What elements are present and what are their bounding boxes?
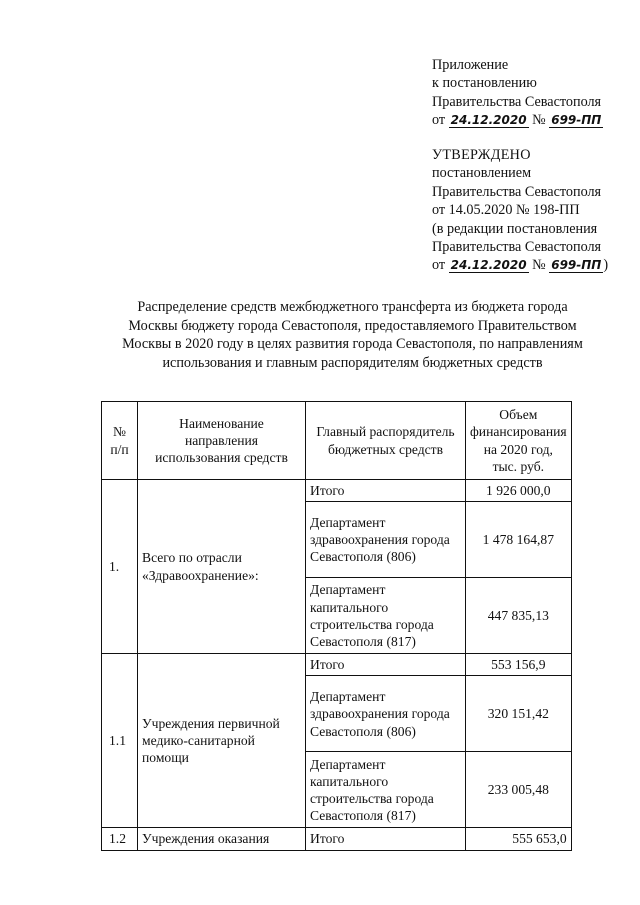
value-cell: 1 926 000,0 xyxy=(466,480,572,502)
value-cell: 233 005,48 xyxy=(466,752,572,828)
date-prefix: от xyxy=(432,257,446,274)
document-title xyxy=(100,298,605,372)
header-num xyxy=(102,402,138,480)
approval-heading: УТВЕРЖДЕНО xyxy=(432,147,531,163)
dept-cell: Итого xyxy=(306,654,466,676)
dept-cell: Итого xyxy=(306,828,466,850)
approval-line: от 14.05.2020 № 198-ПП xyxy=(432,202,580,219)
handwritten-number: 699-ПП xyxy=(551,258,602,273)
table-row xyxy=(102,828,572,850)
title-line: использования и главным распорядителям бюджетных средств xyxy=(162,354,543,371)
value-cell: 1 478 164,87 xyxy=(466,502,572,578)
header-num-line: п/п xyxy=(110,441,129,457)
number-prefix: № xyxy=(532,257,546,274)
date-prefix: от xyxy=(432,112,446,129)
row-name: Всего по отрасли «Здравоохранение»: xyxy=(138,480,306,654)
value-cell: 447 835,13 xyxy=(466,578,572,654)
header-name: Наименование направления использования средств xyxy=(138,402,306,480)
value-cell: 320 151,42 xyxy=(466,676,572,752)
dept-cell: Департамент здравоохранения города Севастополя (806) xyxy=(306,676,466,752)
row-number: 1.1 xyxy=(102,654,138,828)
table-row xyxy=(102,654,572,676)
title-line: Москвы в 2020 году в целях развития города Севастополя, по направлениям xyxy=(122,336,583,353)
value-cell: 553 156,9 xyxy=(466,654,572,676)
approval-line: (в редакции постановления xyxy=(432,220,598,237)
appendix-line: к постановлению xyxy=(432,75,537,92)
approval-block xyxy=(432,146,637,275)
row-number: 1.2 xyxy=(102,828,138,850)
approval-line: Правительства Севастополя xyxy=(432,183,602,200)
appendix-date-line xyxy=(432,111,637,129)
handwritten-date: 24.12.2020 xyxy=(450,258,527,273)
dept-cell: Департамент капитального строительства города Севастополя (817) xyxy=(306,752,466,828)
dept-cell: Итого xyxy=(306,480,466,502)
title-line: Москвы бюджету города Севастополя, предоставляемого Правительством xyxy=(128,317,577,334)
title-line: Распределение средств межбюджетного трансферта из бюджета города xyxy=(137,299,568,315)
number-prefix: № xyxy=(532,112,546,129)
handwritten-number: 699-ПП xyxy=(551,113,602,128)
table-header-row xyxy=(102,402,572,480)
row-name: Учреждения первичной медико-санитарной помощи xyxy=(138,654,306,828)
appendix-block xyxy=(432,56,637,130)
dept-cell: Департамент здравоохранения города Севастополя (806) xyxy=(306,502,466,578)
approval-line: Правительства Севастополя xyxy=(432,239,602,256)
distribution-table xyxy=(101,401,572,851)
appendix-line: Правительства Севастополя xyxy=(432,93,602,110)
header-volume: Объем финансирования на 2020 год, тыс. руб. xyxy=(466,402,572,480)
dept-cell: Департамент капитального строительства города Севастополя (817) xyxy=(306,578,466,654)
handwritten-date: 24.12.2020 xyxy=(450,113,527,128)
approval-line: постановлением xyxy=(432,165,532,182)
closing-paren: ) xyxy=(603,257,609,274)
row-number: 1. xyxy=(102,480,138,654)
header-num-line: № xyxy=(113,424,126,440)
value-cell: 555 653,0 xyxy=(466,828,572,850)
header-dept: Главный распорядитель бюджетных средств xyxy=(306,402,466,480)
approval-date-line xyxy=(432,256,637,274)
row-name: Учреждения оказания xyxy=(138,828,306,850)
appendix-line: Приложение xyxy=(432,57,509,73)
table-row xyxy=(102,480,572,502)
